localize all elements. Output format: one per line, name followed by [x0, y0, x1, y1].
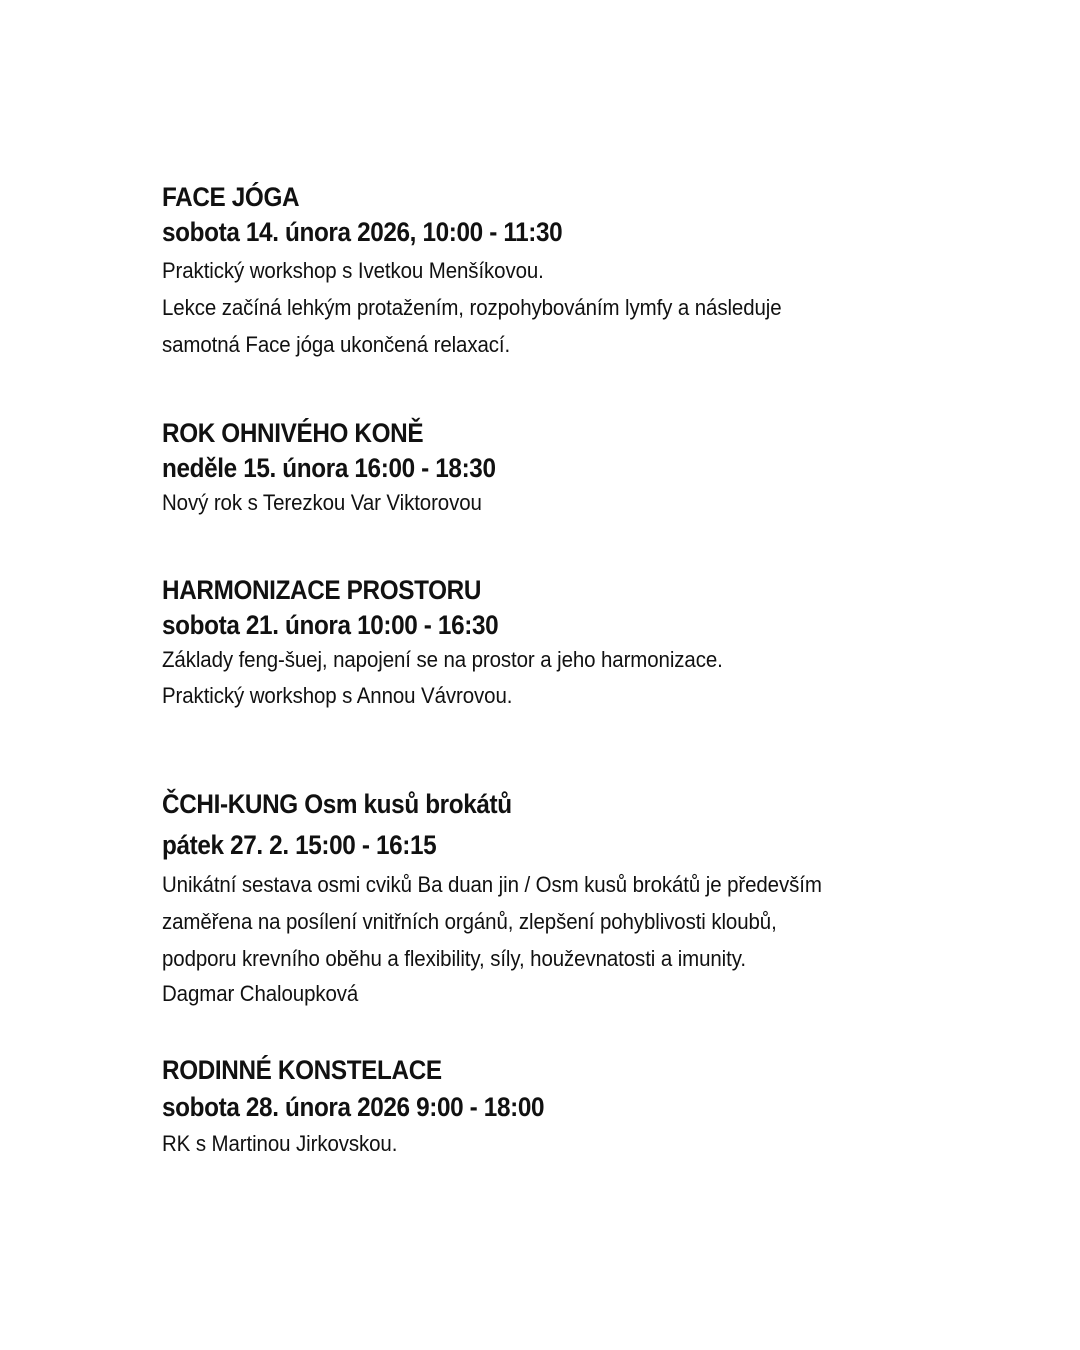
event-harmonizace-prostoru	[162, 573, 982, 714]
event-description-line: zaměřena na posílení vnitřních orgánů, zlepšení pohyblivosti kloubů,	[162, 909, 777, 934]
event-description-line: Unikátní sestava osmi cviků Ba duan jin / Osm kusů brokátů je především	[162, 872, 822, 897]
event-title: FACE JÓGA	[162, 182, 300, 212]
event-description-line: Praktický workshop s Ivetkou Menšíkovou.	[162, 258, 544, 283]
event-description-line: RK s Martinou Jirkovskou.	[162, 1131, 398, 1156]
event-title: ČCHI-KUNG Osm kusů brokátů	[162, 789, 512, 819]
event-description-line: Základy feng-šuej, napojení se na prostor a jeho harmonizace.	[162, 647, 723, 672]
event-description-line: Praktický workshop s Annou Vávrovou.	[162, 683, 513, 708]
event-description-line: Dagmar Chaloupková	[162, 981, 359, 1006]
event-title: RODINNÉ KONSTELACE	[162, 1055, 442, 1085]
event-title: HARMONIZACE PROSTORU	[162, 575, 482, 605]
event-description-line: samotná Face jóga ukončená relaxací.	[162, 332, 511, 357]
event-date: sobota 21. února 10:00 - 16:30	[162, 610, 499, 640]
event-date: sobota 28. února 2026 9:00 - 18:00	[162, 1092, 545, 1122]
event-date: sobota 14. února 2026, 10:00 - 11:30	[162, 217, 563, 247]
event-rok-ohniveho-kone	[162, 416, 982, 520]
event-description-line: Lekce začíná lehkým protažením, rozpohybováním lymfy a následuje	[162, 295, 782, 320]
event-description-line: Nový rok s Terezkou Var Viktorovou	[162, 490, 482, 515]
event-date: pátek 27. 2. 15:00 - 16:15	[162, 830, 437, 860]
event-rodinne-konstelace	[162, 1053, 982, 1162]
event-date: neděle 15. února 16:00 - 18:30	[162, 453, 496, 483]
event-title: ROK OHNIVÉHO KONĚ	[162, 418, 424, 448]
event-description-line: podporu krevního oběhu a flexibility, síly, houževnatosti a imunity.	[162, 946, 746, 971]
event-face-joga	[162, 180, 982, 363]
event-chchi-kung	[162, 784, 982, 1011]
